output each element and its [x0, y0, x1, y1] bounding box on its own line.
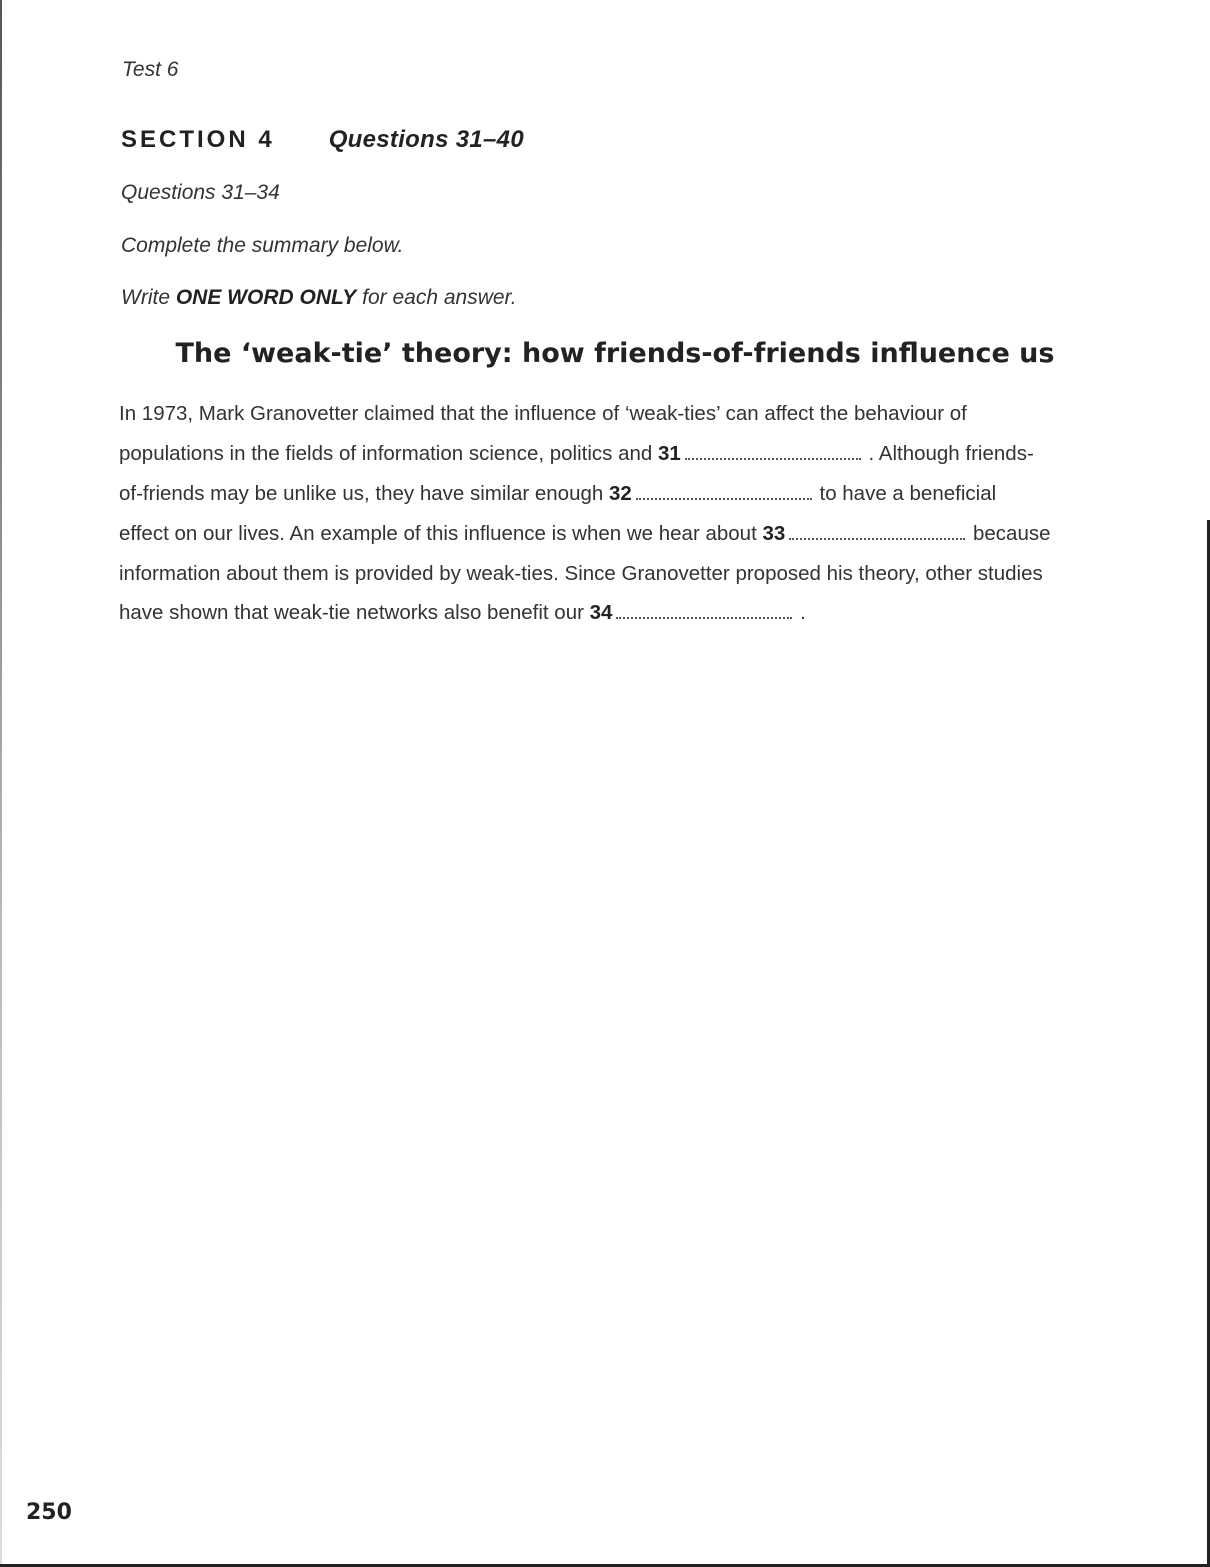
question-number-32: 32 [608, 482, 632, 505]
summary-text: of-friends may be unlike us, they have similar enough [119, 482, 609, 505]
test-label: Test 6 [122, 58, 179, 81]
page-number: 250 [26, 1500, 72, 1525]
section-label: SECTION 4 [121, 126, 275, 153]
summary-line-4 [119, 522, 1051, 546]
word-limit-prefix: Write [121, 286, 176, 309]
summary-line-2 [119, 442, 1034, 466]
question-number-31: 31 [658, 442, 681, 465]
answer-gap-33[interactable] [789, 532, 965, 540]
summary-text: because [967, 522, 1051, 545]
answer-gap-31[interactable] [685, 452, 861, 460]
word-limit-emphasis: ONE WORD ONLY [175, 286, 357, 309]
word-limit-suffix: for each answer. [356, 286, 517, 309]
task-instruction: Complete the summary below. [121, 234, 404, 257]
section-questions: Questions 31–40 [328, 126, 524, 153]
summary-line-1: In 1973, Mark Granovetter claimed that the influence of ‘weak-ties’ can affect the behaviour of [119, 402, 967, 425]
answer-gap-32[interactable] [636, 492, 812, 500]
question-number-33: 33 [762, 522, 786, 545]
section-heading [121, 126, 524, 154]
summary-line-6 [119, 601, 806, 625]
summary-line-3 [119, 482, 996, 506]
page-left-edge [0, 0, 2, 1567]
summary-text: . Although friends- [862, 442, 1034, 465]
word-limit-instruction [121, 286, 517, 310]
summary-text: . [794, 601, 806, 624]
summary-text: effect on our lives. An example of this influence is when we hear about [119, 522, 763, 545]
answer-gap-34[interactable] [616, 611, 792, 619]
summary-text: to have a beneficial [813, 482, 997, 505]
question-number-34: 34 [589, 601, 613, 624]
questions-subrange: Questions 31–34 [121, 181, 280, 204]
summary-line-5: information about them is provided by weak-ties. Since Granovetter proposed his theory, other studies [119, 562, 1043, 585]
summary-text: populations in the fields of information science, politics and [119, 442, 659, 465]
summary-title: The ‘weak-tie’ theory: how friends-of-friends influence us [175, 338, 1055, 369]
summary-text: have shown that weak-tie networks also benefit our [119, 601, 590, 624]
